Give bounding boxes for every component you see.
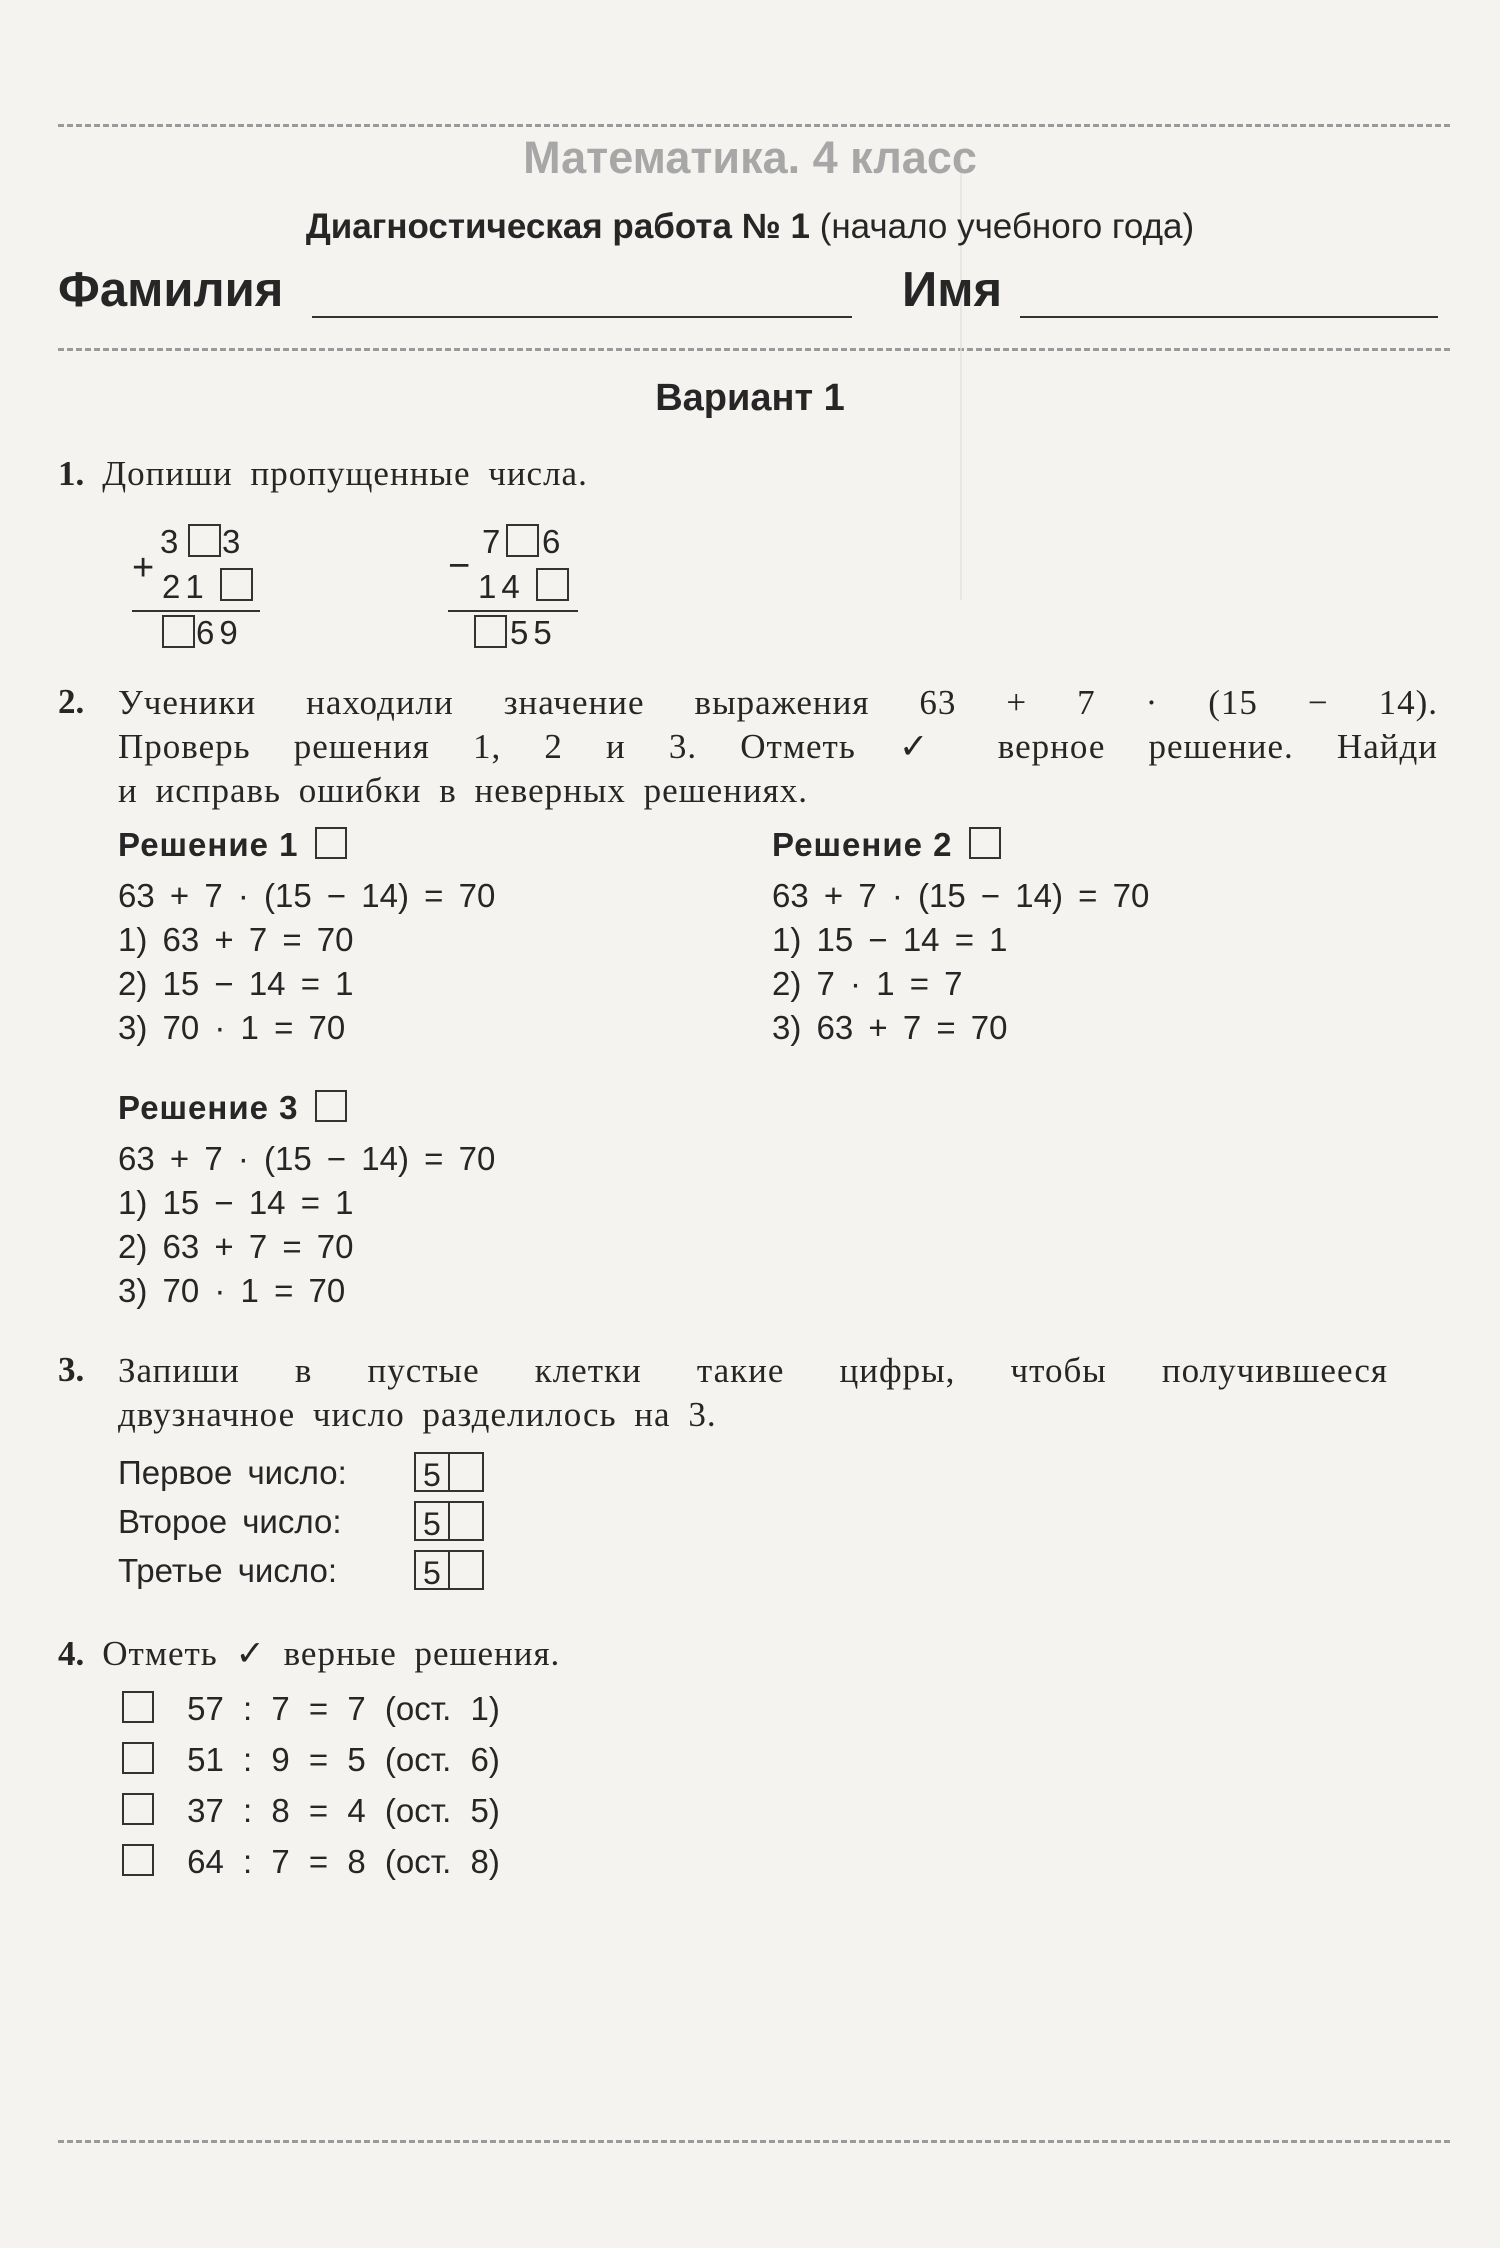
task4-item-1-text: 57 : 7 = 7 (ост. 1) [187, 1690, 500, 1727]
add-top-digit-3: 3 [222, 523, 241, 560]
name-field[interactable] [1020, 316, 1438, 318]
task3-row-3-digit: 5 [423, 1555, 441, 1591]
task4-item-3-checkbox[interactable] [122, 1793, 154, 1825]
sub-top-digit-1: 7 [482, 523, 501, 560]
task4-item-4 [122, 1836, 500, 1887]
task3-row-3-label: Третье число: [118, 1552, 338, 1589]
sub-middle-missing-box[interactable] [536, 568, 569, 601]
solution-3-expr: 63 + 7 · (15 − 14) = 70 [118, 1140, 496, 1177]
task3-row-1-label: Первое число: [118, 1454, 347, 1491]
task3-row-1-empty-cell[interactable] [448, 1452, 484, 1492]
sub-middle-number: 14 [478, 568, 525, 605]
plus-sign: + [132, 547, 155, 589]
sub-top-missing-box[interactable] [506, 524, 539, 557]
task4-number: 4. [58, 1634, 85, 1673]
add-result-number: 69 [196, 614, 243, 651]
solution-1-expr: 63 + 7 · (15 − 14) = 70 [118, 877, 496, 914]
task4-item-2-checkbox[interactable] [122, 1742, 154, 1774]
task4-item-2 [122, 1734, 500, 1785]
solution-2-checkbox[interactable] [969, 827, 1001, 859]
task2-line-1: Ученики находили значение выражения 63 + 7 · (15 − 14). [118, 683, 1438, 722]
variant-title: Вариант 1 [655, 377, 845, 419]
solution-1-checkbox[interactable] [315, 827, 347, 859]
task4-item-1 [122, 1683, 500, 1734]
task4-items [122, 1683, 500, 1887]
sub-result-line [448, 610, 578, 612]
surname-label: Фамилия [58, 263, 284, 317]
task1-text: Допиши пропущенные числа. [102, 454, 588, 493]
task4-text: Отметь ✓ верные решения. [102, 1634, 561, 1673]
solution-1-step-2: 2) 15 − 14 = 1 [118, 965, 354, 1002]
task3-line-2: двузначное число разделилось на 3. [118, 1395, 717, 1434]
task4-item-4-text: 64 : 7 = 8 (ост. 8) [187, 1843, 500, 1880]
solution-2-title: Решение 2 [772, 826, 953, 863]
sub-top-digit-3: 6 [542, 523, 561, 560]
add-result-missing-box[interactable] [162, 615, 195, 648]
add-middle-number: 21 [162, 568, 209, 605]
name-label: Имя [902, 263, 1003, 317]
task4-question [58, 1632, 560, 1676]
bottom-dashed-line [58, 2140, 1450, 2143]
sub-result-number: 55 [510, 614, 557, 651]
solution-2-step-1: 1) 15 − 14 = 1 [772, 921, 1008, 958]
task3-row-2-digit: 5 [423, 1506, 441, 1542]
task3-number-text: 3. [58, 1350, 85, 1389]
solution-3-title: Решение 3 [118, 1089, 299, 1126]
subtitle-rest: (начало учебного года) [819, 207, 1195, 246]
solution-1-title: Решение 1 [118, 826, 299, 863]
solution-2-expr: 63 + 7 · (15 − 14) = 70 [772, 877, 1150, 914]
solution-1 [118, 823, 495, 1050]
task3-row-2 [118, 1497, 441, 1546]
surname-field[interactable] [312, 316, 852, 318]
task2-line-3: и исправь ошибки в неверных решениях. [118, 771, 808, 810]
task3-row-1 [118, 1448, 441, 1497]
subtitle-bold: Диагностическая работа № 1 [305, 207, 810, 246]
task1-number: 1. [58, 454, 85, 493]
task3-row-2-empty-cell[interactable] [448, 1501, 484, 1541]
solution-3-checkbox[interactable] [315, 1090, 347, 1122]
task3-text [118, 1349, 1388, 1437]
solution-2-step-3: 3) 63 + 7 = 70 [772, 1009, 1008, 1046]
top-dashed-line [58, 124, 1450, 127]
solution-3-step-2: 2) 63 + 7 = 70 [118, 1228, 354, 1265]
add-middle-missing-box[interactable] [220, 568, 253, 601]
add-top-digit-1: 3 [160, 523, 179, 560]
minus-sign: − [448, 545, 471, 587]
task3-line-1: Запиши в пустые клетки такие цифры, чтобы получившееся [118, 1351, 1388, 1390]
task3-row-3 [118, 1546, 441, 1595]
task2-text [118, 681, 1438, 813]
solution-1-step-3: 3) 70 · 1 = 70 [118, 1009, 346, 1046]
task2-line-2: Проверь решения 1, 2 и 3. Отметь ✓ верное решение. Найди [118, 727, 1438, 766]
task1-question [58, 452, 588, 496]
task4-item-1-checkbox[interactable] [122, 1691, 154, 1723]
task3-number [58, 1350, 84, 1390]
sub-result-missing-box[interactable] [474, 615, 507, 648]
solution-2 [772, 823, 1149, 1050]
task3-row-1-digit: 5 [423, 1457, 441, 1493]
add-top-missing-box[interactable] [188, 524, 221, 557]
page-subtitle [0, 207, 1500, 247]
task4-item-3-text: 37 : 8 = 4 (ост. 5) [187, 1792, 500, 1829]
task3-rows [118, 1448, 441, 1595]
add-result-line [132, 610, 260, 612]
solution-3 [118, 1086, 495, 1313]
task2-number-text: 2. [58, 682, 85, 721]
task2-number [58, 682, 84, 722]
task4-item-4-checkbox[interactable] [122, 1844, 154, 1876]
solution-3-step-1: 1) 15 − 14 = 1 [118, 1184, 354, 1221]
task4-item-2-text: 51 : 9 = 5 (ост. 6) [187, 1741, 500, 1778]
solution-1-step-1: 1) 63 + 7 = 70 [118, 921, 354, 958]
task3-row-3-empty-cell[interactable] [448, 1550, 484, 1590]
solution-3-step-3: 3) 70 · 1 = 70 [118, 1272, 346, 1309]
solution-2-step-2: 2) 7 · 1 = 7 [772, 965, 963, 1002]
page-title: Математика. 4 класс [523, 132, 977, 183]
task4-item-3 [122, 1785, 500, 1836]
task3-row-2-label: Второе число: [118, 1503, 342, 1540]
